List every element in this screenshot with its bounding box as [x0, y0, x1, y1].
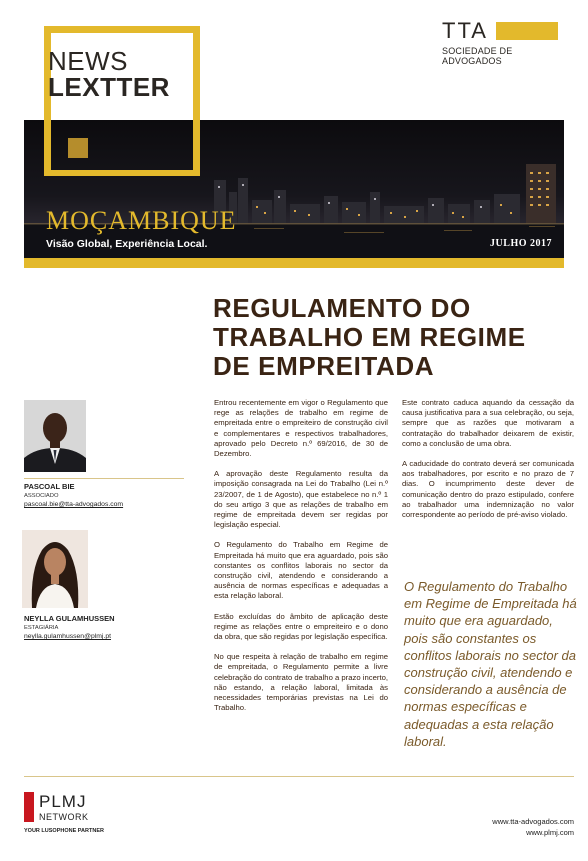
- country-heading: MOÇAMBIQUE: [46, 206, 237, 235]
- author-email-link[interactable]: neylla.gulamhussen@plmj.pt: [24, 633, 111, 640]
- person-icon: [22, 530, 88, 608]
- footer-divider: [24, 776, 574, 777]
- article-title-line: REGULAMENTO DO: [213, 293, 471, 323]
- footer-links: [492, 816, 574, 838]
- website-link[interactable]: www.tta-advogados.com: [492, 817, 574, 826]
- article-paragraph: Estão excluídas do âmbito de aplicação deste regime as relações entre o empreiteiro e o dono da obra, que são regidas por legislação específica.: [214, 611, 388, 642]
- author-info: [24, 614, 115, 640]
- newsletter-logo-square: [68, 138, 88, 158]
- article-column-1: [214, 398, 388, 723]
- author-name: PASCOAL BIE: [24, 482, 75, 491]
- article-paragraph: Entrou recentemente em vigor o Regulamento que rege as relações de trabalho em regime de empreitada entre o empreiteiro de construção civil e complementares e respectivos trabalhadores, aprovado pelo Decreto n.º 69/2016, de 30 de Dezembro.: [214, 398, 388, 459]
- network-logo-mark: [24, 792, 34, 822]
- article-paragraph: Este contrato caduca aquando da cessação da causa justificativa para a sua celebração, ou seja, sempre que as razões que motivaram a contratação do trabalhador deixarem de existir, como a conclusão de uma obra.: [402, 398, 574, 448]
- network-label: NETWORK: [39, 812, 89, 822]
- newsletter-logo-frame-right: [193, 26, 200, 176]
- article-title-line: TRABALHO EM REGIME: [213, 322, 526, 352]
- pull-quote: O Regulamento do Trabalho em Regime de Empreitada há muito que era aguardado, pois são constantes os conflitos laborais no sector da construção civil, atendendo e considerando a ausência de normas específicas e adequadas a esta relação laboral.: [404, 579, 577, 749]
- author-role: ESTAGIÁRIA: [24, 625, 59, 631]
- article-title: [213, 294, 573, 381]
- firm-logo-bar: [496, 22, 558, 40]
- article-paragraph: No que respeita à relação de trabalho em regime de empreitada, o Regulamento permite a livre celebração do contrato de trabalho a prazo incerto, não estando, a relação laboral, limitada às necessidades temporárias previstas na Lei do Trabalho.: [214, 652, 388, 713]
- newsletter-logo-frame-bottom: [44, 170, 200, 176]
- article-paragraph: O Regulamento do Trabalho em Regime de Empreitada há muito que era aguardado, pois são constantes os conflitos laborais no sector da construção civil, atendendo e considerando a ausência de normas específicas e adequadas a esta relação laboral.: [214, 540, 388, 601]
- author-email-link[interactable]: pascoal.bie@tta-advogados.com: [24, 501, 124, 508]
- article-paragraph: A aprovação deste Regulamento resulta da imposição consagrada na Lei do Trabalho (Lei n.º 23/2007, de 1 de Agosto), que estabelece no n.º 1 do seu artigo 3 que as relações de trabalho em regime de empreitada devem ser regidas por legislação especial.: [214, 469, 388, 530]
- author-role: ASSOCIADO: [24, 493, 59, 499]
- firm-logo: [442, 18, 572, 66]
- network-name: PLMJ: [39, 792, 87, 811]
- newsletter-title-line2: LEXTTER: [48, 72, 170, 102]
- author-photo: [24, 400, 86, 472]
- website-link[interactable]: www.plmj.com: [526, 828, 574, 837]
- article-title-line: DE EMPREITADA: [213, 351, 435, 381]
- person-icon: [24, 400, 86, 472]
- network-tagline: YOUR LUSOPHONE PARTNER: [24, 828, 104, 834]
- author-divider: [24, 478, 184, 479]
- article-column-2: [402, 398, 574, 530]
- author-name: NEYLLA GULAMHUSSEN: [24, 614, 115, 623]
- firm-subtitle: SOCIEDADE DE ADVOGADOS: [442, 46, 513, 66]
- author-photo: [22, 530, 88, 608]
- newsletter-title-line1: NEWS: [48, 46, 128, 76]
- banner-bottom-bar: [24, 258, 564, 268]
- issue-date: JULHO 2017: [490, 238, 552, 249]
- newsletter-title: [48, 48, 170, 100]
- author-info: [24, 482, 123, 508]
- firm-name: TTA: [442, 18, 488, 43]
- tagline: Visão Global, Experiência Local.: [46, 238, 208, 250]
- article-paragraph: A caducidade do contrato deverá ser comunicada aos trabalhadores, por escrito e no prazo de 7 dias. O incumprimento deste dever de comunicação dentro do prazo estipulado, confere ao trabalhador uma indemnização no valor correspondente ao período de pré-aviso violado.: [402, 459, 574, 520]
